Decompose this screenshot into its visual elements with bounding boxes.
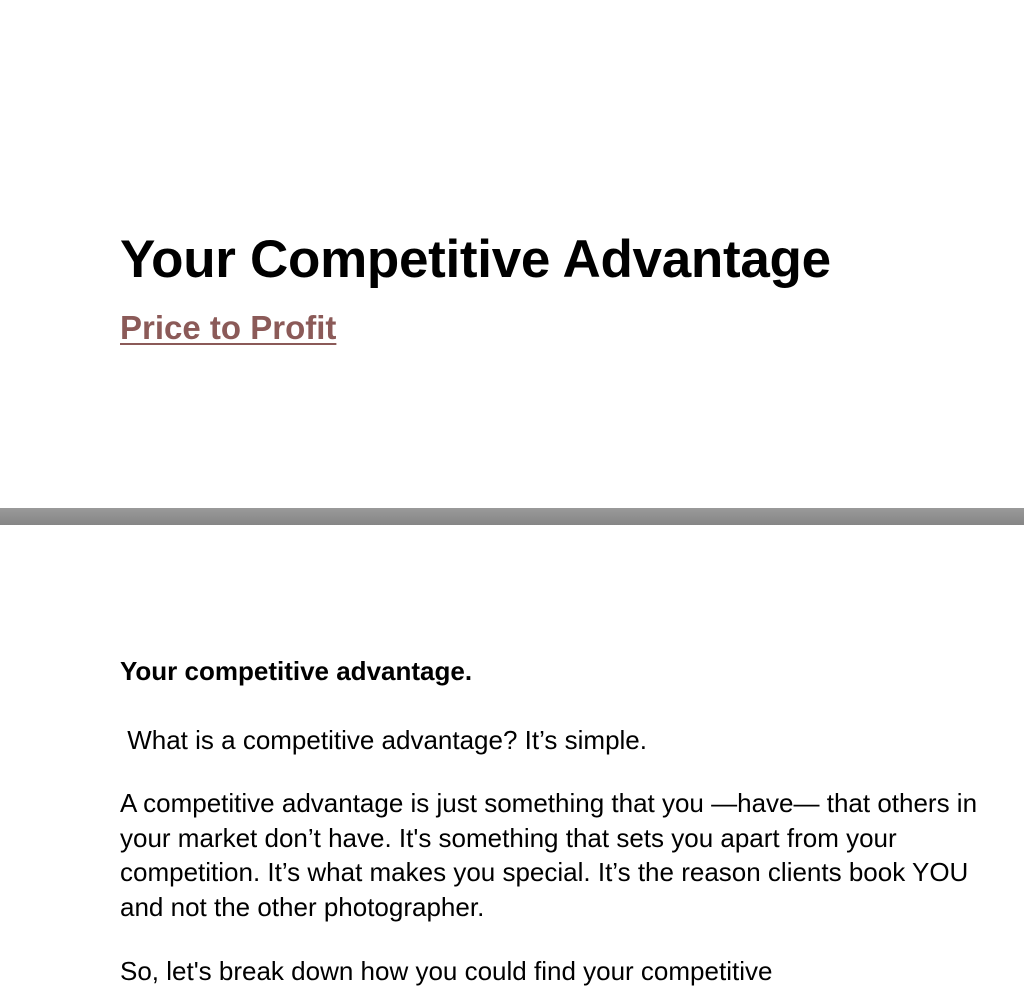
paragraph-breakdown: So, let's break down how you could find your competitive — [120, 956, 773, 986]
section-heading: Your competitive advantage. — [120, 656, 473, 686]
content-page — [0, 525, 1024, 986]
paragraph-intro: What is a competitive advantage? It’s simple. — [120, 725, 647, 755]
document-title: Your Competitive Advantage — [120, 230, 831, 289]
price-to-profit-link[interactable]: Price to Profit — [120, 309, 337, 346]
paragraph-definition: A competitive advantage is just something that you —have— that others in your market don’t have. It's something that sets you apart from your competition. It’s what makes you special. It’s the reason clients book YOU and not the other photographer. — [120, 788, 978, 922]
page-divider — [0, 508, 1024, 525]
